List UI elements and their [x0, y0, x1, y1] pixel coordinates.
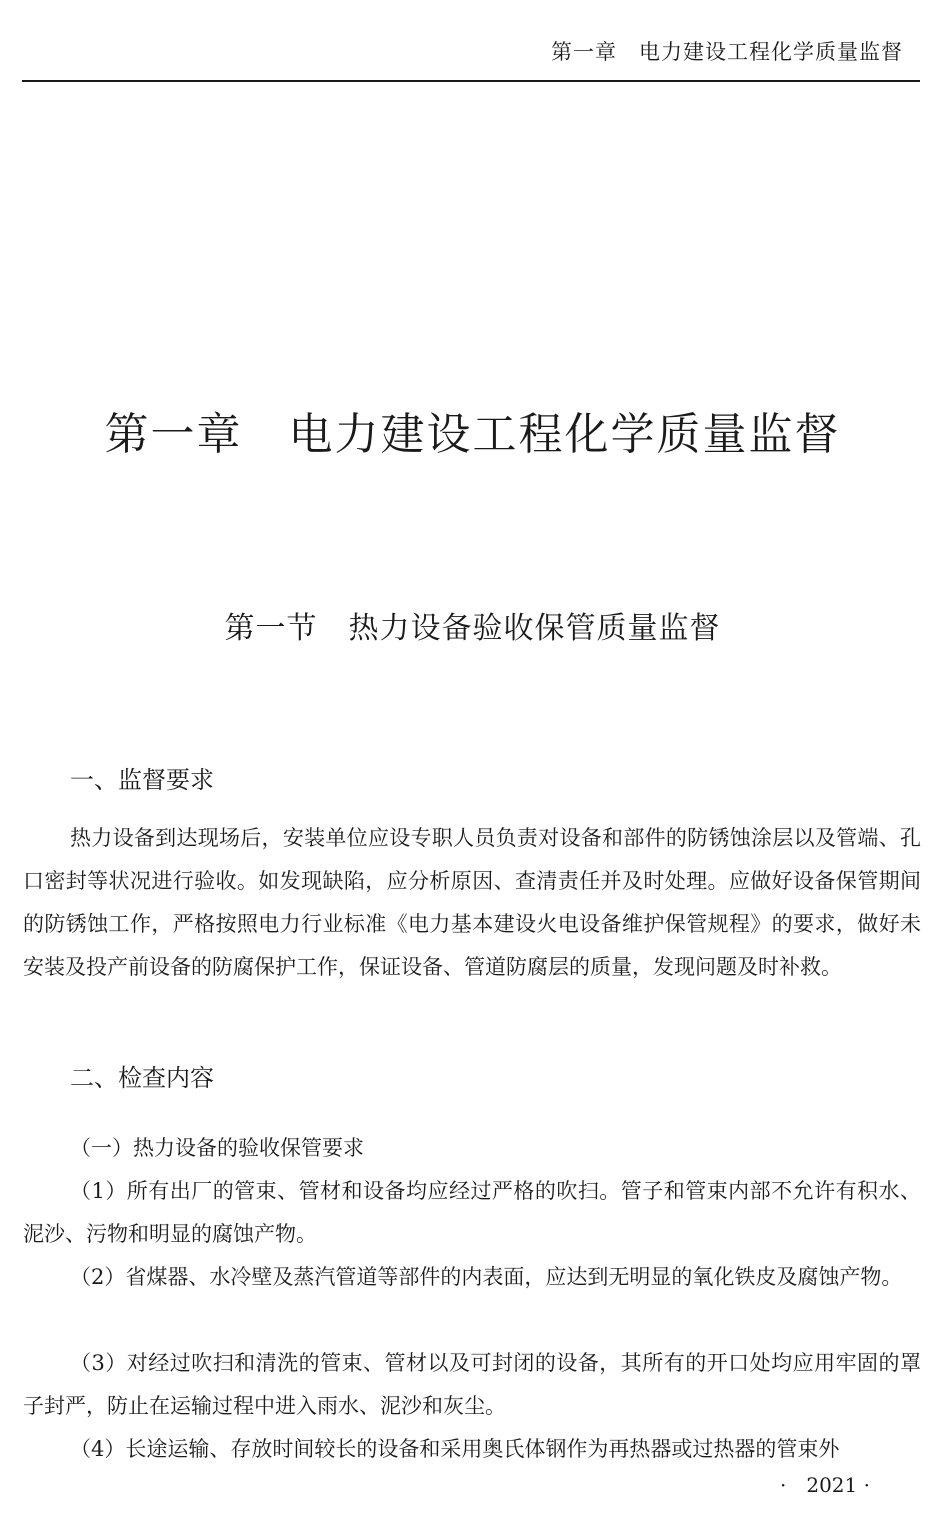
list-item-2: （2）省煤器、水冷壁及蒸汽管道等部件的内表面，应达到无明显的氧化铁皮及腐蚀产物。 [70, 1265, 903, 1289]
list-item-4: （4）长途运输、存放时间较长的设备和采用奥氏体钢作为再热器或过热器的管束外 [70, 1437, 840, 1461]
chapter-title: 第一章 电力建设工程化学质量监督 [104, 409, 841, 460]
list-item-3: （3）对经过吹扫和清洗的管束、管材以及可封闭的设备，其所有的开口处均应用牢固的罩子封严，防止在运输过程中进入雨水、泥沙和灰尘。 [23, 1351, 921, 1418]
list-item-1: （1）所有出厂的管束、管材和设备均应经过严格的吹扫。管子和管束内部不允许有积水、泥沙、污物和明显的腐蚀产物。 [23, 1179, 921, 1246]
subheading-acceptance-storage: （一）热力设备的验收保管要求 [70, 1136, 364, 1160]
running-header: 第一章 电力建设工程化学质量监督 [551, 40, 903, 64]
section-title: 第一节 热力设备验收保管质量监督 [224, 611, 721, 646]
page-number: · 2021 · [780, 1473, 870, 1497]
heading-inspection-content: 二、检查内容 [70, 1064, 214, 1092]
paragraph-intro: 热力设备到达现场后，安装单位应设专职人员负责对设备和部件的防锈蚀涂层以及管端、孔口密封等状况进行验收。如发现缺陷，应分析原因、查清责任并及时处理。应做好设备保管期间的防锈蚀工作，严格按照电力行业标准《电力基本建设火电设备维护保管规程》的要求，做好未安装及投产前设备的防腐保护工作，保证设备、管道防腐层的质量，发现问题及时补救。 [23, 826, 921, 979]
header-rule [22, 80, 920, 82]
heading-supervision-requirements: 一、监督要求 [70, 766, 214, 794]
